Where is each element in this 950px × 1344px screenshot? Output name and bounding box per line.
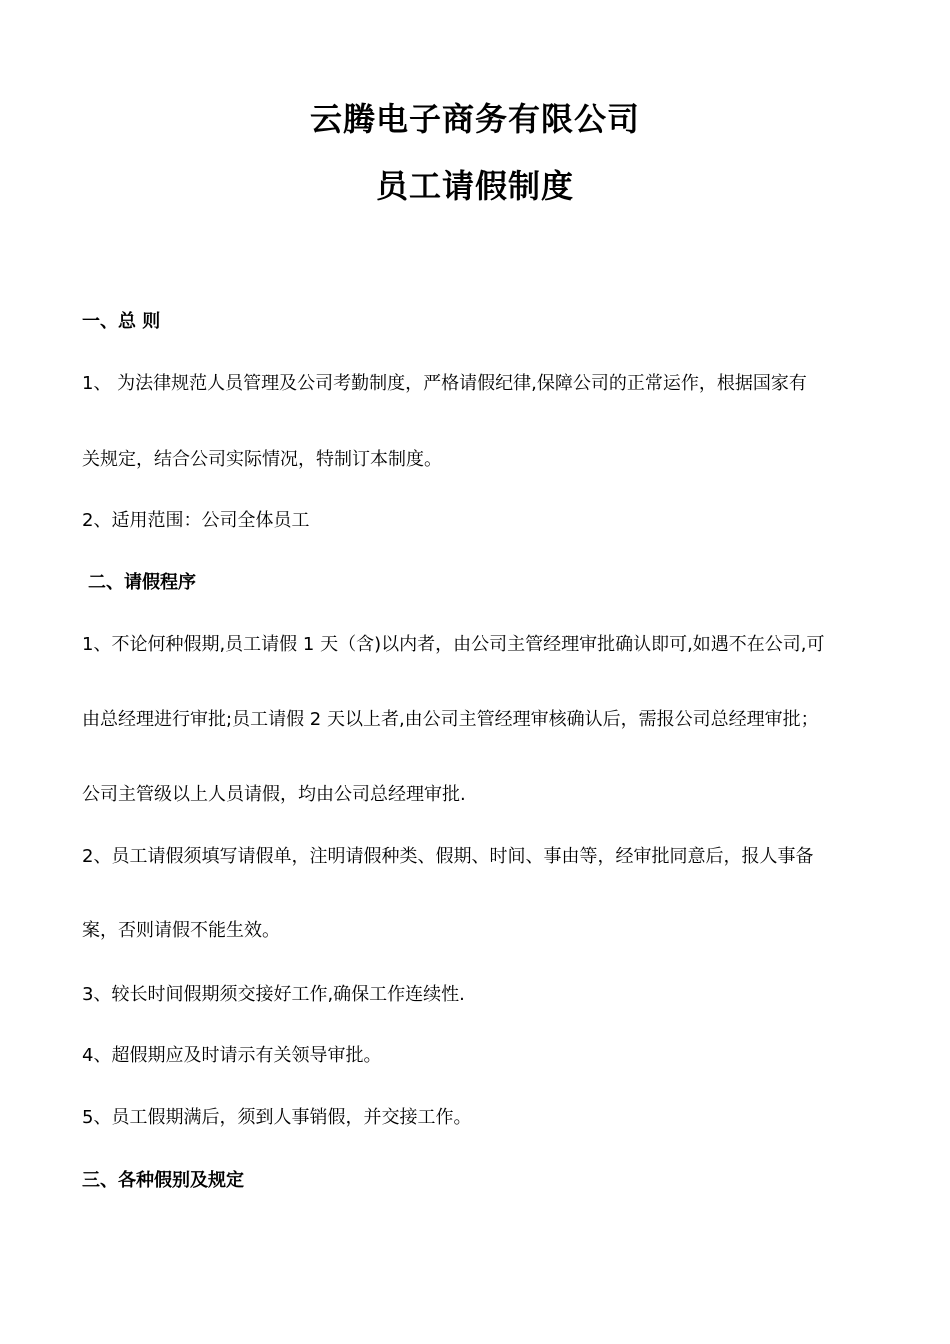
paragraph-line: 1、 为法律规范人员管理及公司考勤制度，严格请假纪律,保障公司的正常运作，根据国家有 <box>82 373 807 394</box>
paragraph-line: 5、员工假期满后，须到人事销假，并交接工作。 <box>82 1107 472 1128</box>
paragraph-line: 案，否则请假不能生效。 <box>82 920 280 941</box>
document-title: 员工请假制度 <box>375 167 574 205</box>
paragraph-line: 公司主管级以上人员请假，均由公司总经理审批. <box>82 784 466 805</box>
company-title: 云腾电子商务有限公司 <box>309 100 640 138</box>
section-heading-leave-types: 三、各种假别及规定 <box>82 1170 244 1191</box>
section-heading-general: 一、总 则 <box>82 311 161 332</box>
section-heading-procedure: 二、请假程序 <box>88 572 196 593</box>
paragraph-line: 2、适用范围：公司全体员工 <box>82 510 310 531</box>
paragraph-line: 由总经理进行审批;员工请假 2 天以上者,由公司主管经理审核确认后，需报公司总经理审批； <box>82 709 819 730</box>
paragraph-line: 3、较长时间假期须交接好工作,确保工作连续性. <box>82 984 465 1005</box>
paragraph-line: 1、不论何种假期,员工请假 1 天（含)以内者，由公司主管经理审批确认即可,如遇不在公司,可 <box>82 634 825 655</box>
paragraph-line: 2、员工请假须填写请假单，注明请假种类、假期、时间、事由等，经审批同意后，报人事备 <box>82 846 814 867</box>
paragraph-line: 4、超假期应及时请示有关领导审批。 <box>82 1045 382 1066</box>
paragraph-line: 关规定，结合公司实际情况，特制订本制度。 <box>82 449 442 470</box>
